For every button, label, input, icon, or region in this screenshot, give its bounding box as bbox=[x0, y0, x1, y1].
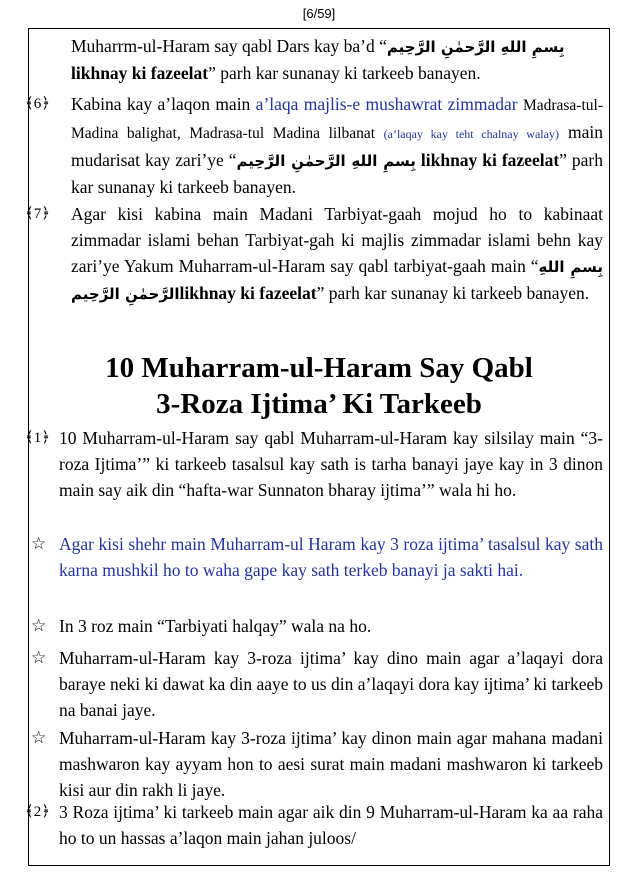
list-marker: ﴾1﴿ bbox=[25, 430, 51, 446]
list-marker: ﴾7﴿ bbox=[25, 206, 51, 222]
bismillah-text: بِسمِ اللهِ الرَّحمٰنِ الرَّحِیم bbox=[236, 152, 416, 170]
bullet-item-2 bbox=[29, 613, 609, 639]
text-bold: likhnay ki fazeelat bbox=[71, 63, 209, 83]
bismillah-text: بِسمِ اللهِ الرَّحمٰنِ الرَّحِیم bbox=[386, 38, 565, 56]
list2-item-2 bbox=[25, 799, 609, 851]
text-blue: a’laqa majlis-e mushawrat zimmadar bbox=[255, 94, 518, 114]
paragraph-continued bbox=[29, 33, 609, 86]
text-run: main mudarisat kay zari’ye “ bbox=[71, 122, 603, 170]
star-icon: ☆ bbox=[31, 616, 47, 636]
item-text-blue: Agar kisi shehr main Muharram-ul Haram kay 3 roza ijtima’ tasalsul kay sath karna mushkil ho to waha gape kay sath terkeb banayi ja sakti hai. bbox=[59, 534, 603, 580]
star-icon: ☆ bbox=[31, 534, 47, 554]
list-marker: ﴾2﴿ bbox=[25, 804, 51, 820]
text-run: Madrasa-tul-Madina balighat, Madrasa-tul Madina lilbanat bbox=[71, 97, 603, 142]
section-heading-line-2: 3-Roza Ijtima’ Ki Tarkeeb bbox=[156, 388, 482, 420]
page-frame bbox=[25, 28, 610, 866]
star-icon: ☆ bbox=[31, 648, 47, 668]
text-bold: likhnay ki fazeelat bbox=[420, 150, 560, 170]
bullet-item-3 bbox=[29, 645, 609, 723]
list2-item-1 bbox=[25, 425, 609, 503]
list-item-7 bbox=[25, 201, 609, 307]
text-run: ” parh kar sunanay ki tarkeeb banayen. bbox=[71, 150, 603, 197]
bullet-item-1 bbox=[29, 531, 609, 583]
text-run: Muharrm-ul-Haram say qabl Dars kay ba’d “ bbox=[71, 36, 387, 56]
list-item-6 bbox=[25, 91, 609, 200]
item-text: 10 Muharram-ul-Haram say qabl Muharram-ul-Haram kay silsilay main “3-roza Ijtima’” ki tarkeeb tasalsul kay sath is tarha banayi jaye kay in 3 dinon main say aik din “hafta-war Sunnaton bharay ijtima’” wala hi ho. bbox=[59, 428, 603, 500]
item-text: 3 Roza ijtima’ ki tarkeeb main agar aik din 9 Muharram-ul-Haram ka aa raha ho to un hassas a’laqon main jahan juloos/ bbox=[59, 802, 603, 848]
text-run: Kabina kay a’laqon main bbox=[71, 94, 256, 114]
text-run: ” parh kar sunanay ki tarkeeb banayen. bbox=[316, 283, 590, 303]
text-run: Agar kisi kabina main Madani Tarbiyat-gaah mojud ho to kabinaat zimmadar islami behan Tarbiyat-gah ki majlis zimmadar islami behn kay zari’ye Yakum Muharram-ul-Haram say qabl tarbiyat-gaah main “ bbox=[71, 204, 603, 276]
star-icon: ☆ bbox=[31, 728, 47, 748]
item-text: Muharram-ul-Haram kay 3-roza ijtima’ kay dino main agar a’laqayi dora baraye neki ki dawat ka din aaye to us din a’laqayi dora kay ijtima’ ki tarkeeb na banai jaye. bbox=[59, 648, 603, 720]
bismillah-text: بِسمِ اللهِ الرَّحمٰنِ الرَّحِیم bbox=[71, 258, 603, 303]
text-bold: likhnay ki fazeelat bbox=[179, 283, 317, 303]
list-marker: ﴾6﴿ bbox=[25, 96, 51, 112]
item-text: Muharram-ul-Haram kay 3-roza ijtima’ kay dinon main agar mahana madani mashwaron kay ayyam hon to aesi surat main madani mashwaron ki tarkeeb kisi aur din rakh li jaye. bbox=[59, 728, 603, 800]
section-heading-line-1: 10 Muharram-ul-Haram Say Qabl bbox=[105, 352, 533, 384]
item-text: In 3 roz main “Tarbiyati halqay” wala na ho. bbox=[59, 616, 372, 636]
text-run: ” parh kar sunanay ki tarkeeb banayen. bbox=[208, 63, 481, 83]
page-number: [6/59] bbox=[302, 6, 336, 21]
bullet-item-4 bbox=[29, 725, 609, 803]
text-blue-small: (a’laqay kay teht chalnay walay) bbox=[383, 127, 559, 141]
